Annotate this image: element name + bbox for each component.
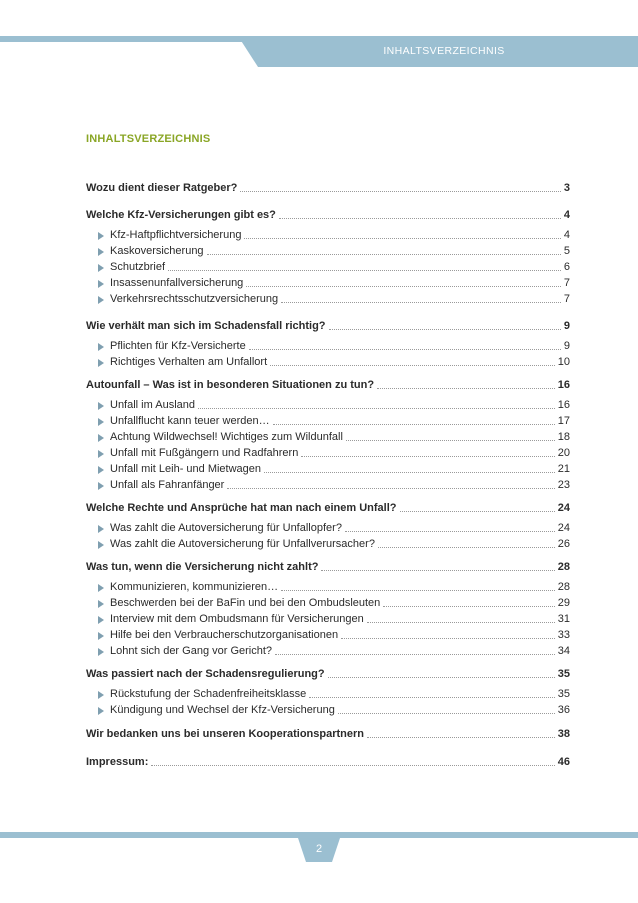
dot-leader: [244, 238, 560, 239]
toc-section-page: 24: [557, 502, 570, 514]
toc-section[interactable]: [86, 376, 570, 392]
toc-section[interactable]: [86, 317, 570, 333]
dot-leader: [345, 531, 555, 532]
dot-leader: [246, 286, 561, 287]
toc-item-page: 4: [563, 229, 570, 241]
toc-item[interactable]: [86, 701, 570, 717]
dot-leader: [281, 590, 555, 591]
triangle-bullet-icon: [98, 600, 104, 608]
toc-item-title: Rückstufung der Schadenfreiheitsklasse: [110, 688, 307, 700]
triangle-bullet-icon: [98, 402, 104, 410]
toc-section-page: 38: [557, 728, 570, 740]
toc-item-page: 23: [557, 479, 570, 491]
toc-item-page: 34: [557, 645, 570, 657]
toc-item-title: Interview mit dem Ombudsmann für Versicherungen: [110, 613, 364, 625]
toc-item-title: Kfz-Haftpflichtversicherung: [110, 229, 242, 241]
dot-leader: [270, 365, 555, 366]
toc-item-page: 36: [557, 704, 570, 716]
toc-section[interactable]: [86, 725, 570, 741]
dot-leader: [279, 218, 561, 219]
toc-item[interactable]: [86, 519, 570, 535]
triangle-bullet-icon: [98, 434, 104, 442]
dot-leader: [281, 302, 561, 303]
dot-leader: [378, 547, 555, 548]
toc-item-title: Beschwerden bei der BaFin und bei den Ombudsleuten: [110, 597, 381, 609]
toc-item-title: Kaskoversicherung: [110, 245, 204, 257]
triangle-bullet-icon: [98, 359, 104, 367]
toc-heading: INHALTSVERZEICHNIS: [86, 133, 211, 145]
dot-leader: [168, 270, 561, 271]
page-number: 2: [315, 843, 323, 855]
toc-section-title: Autounfall – Was ist in besonderen Situationen zu tun?: [86, 379, 375, 391]
toc-section[interactable]: [86, 665, 570, 681]
dot-leader: [207, 254, 561, 255]
toc-item-page: 24: [557, 522, 570, 534]
toc-section-title: Impressum:: [86, 756, 149, 768]
toc-item[interactable]: [86, 626, 570, 642]
toc-item-page: 9: [563, 340, 570, 352]
toc-item-page: 21: [557, 463, 570, 475]
toc-item[interactable]: [86, 258, 570, 274]
triangle-bullet-icon: [98, 343, 104, 351]
toc-item[interactable]: [86, 396, 570, 412]
triangle-bullet-icon: [98, 296, 104, 304]
toc-item-page: 26: [557, 538, 570, 550]
dot-leader: [400, 511, 555, 512]
toc-section-title: Wie verhält man sich im Schadensfall richtig?: [86, 320, 326, 332]
toc-item[interactable]: [86, 337, 570, 353]
dot-leader: [367, 622, 555, 623]
dot-leader: [273, 424, 555, 425]
dot-leader: [301, 456, 554, 457]
dot-leader: [309, 697, 554, 698]
toc-item[interactable]: [86, 460, 570, 476]
toc-section-title: Welche Rechte und Ansprüche hat man nach einem Unfall?: [86, 502, 397, 514]
toc-item-page: 10: [557, 356, 570, 368]
toc-item-page: 31: [557, 613, 570, 625]
triangle-bullet-icon: [98, 648, 104, 656]
toc-section-page: 35: [557, 668, 570, 680]
toc-item[interactable]: [86, 274, 570, 290]
toc-item-title: Pflichten für Kfz-Versicherte: [110, 340, 246, 352]
toc-section-page: 16: [557, 379, 570, 391]
toc-item-page: 35: [557, 688, 570, 700]
toc-section-title: Was tun, wenn die Versicherung nicht zahlt?: [86, 561, 319, 573]
toc-section[interactable]: [86, 753, 570, 769]
triangle-bullet-icon: [98, 264, 104, 272]
toc-item[interactable]: [86, 610, 570, 626]
dot-leader: [227, 488, 554, 489]
toc-item[interactable]: [86, 594, 570, 610]
toc-section-title: Wozu dient dieser Ratgeber?: [86, 182, 238, 194]
triangle-bullet-icon: [98, 707, 104, 715]
triangle-bullet-icon: [98, 691, 104, 699]
toc-item[interactable]: [86, 642, 570, 658]
toc-item-title: Achtung Wildwechsel! Wichtiges zum Wildunfall: [110, 431, 343, 443]
toc-section-page: 46: [557, 756, 570, 768]
toc-item[interactable]: [86, 535, 570, 551]
triangle-bullet-icon: [98, 248, 104, 256]
toc-section-title: Welche Kfz-Versicherungen gibt es?: [86, 209, 276, 221]
toc-item-page: 28: [557, 581, 570, 593]
dot-leader: [341, 638, 555, 639]
toc-item-title: Kündigung und Wechsel der Kfz-Versicherung: [110, 704, 335, 716]
toc-section-page: 4: [563, 209, 570, 221]
toc-section-page: 9: [563, 320, 570, 332]
dot-leader: [249, 349, 561, 350]
dot-leader: [240, 191, 561, 192]
toc-item-page: 18: [557, 431, 570, 443]
dot-leader: [198, 408, 555, 409]
toc-item-page: 5: [563, 245, 570, 257]
toc-item-title: Unfall mit Fußgängern und Radfahrern: [110, 447, 299, 459]
toc-item[interactable]: [86, 353, 570, 369]
toc-item[interactable]: [86, 428, 570, 444]
toc-item-page: 17: [557, 415, 570, 427]
dot-leader: [346, 440, 555, 441]
toc-item[interactable]: [86, 444, 570, 460]
toc-item-title: Unfall im Ausland: [110, 399, 195, 411]
dot-leader: [275, 654, 555, 655]
triangle-bullet-icon: [98, 541, 104, 549]
triangle-bullet-icon: [98, 280, 104, 288]
toc-item-title: Was zahlt die Autoversicherung für Unfallverursacher?: [110, 538, 375, 550]
dot-leader: [264, 472, 555, 473]
dot-leader: [377, 388, 555, 389]
toc-item-page: 6: [563, 261, 570, 273]
toc-item[interactable]: [86, 685, 570, 701]
triangle-bullet-icon: [98, 466, 104, 474]
toc-item-title: Unfall mit Leih- und Mietwagen: [110, 463, 262, 475]
toc-section[interactable]: [86, 558, 570, 574]
toc-item-title: Was zahlt die Autoversicherung für Unfallopfer?: [110, 522, 342, 534]
header-label: INHALTSVERZEICHNIS: [383, 45, 505, 57]
dot-leader: [329, 329, 561, 330]
toc-item-title: Unfallflucht kann teuer werden…: [110, 415, 270, 427]
toc-section[interactable]: [86, 206, 570, 222]
toc-item[interactable]: [86, 578, 570, 594]
triangle-bullet-icon: [98, 525, 104, 533]
toc-item[interactable]: [86, 242, 570, 258]
toc-section-page: 28: [557, 561, 570, 573]
toc-item[interactable]: [86, 412, 570, 428]
triangle-bullet-icon: [98, 450, 104, 458]
toc-item-title: Insassenunfallversicherung: [110, 277, 244, 289]
toc-item-title: Richtiges Verhalten am Unfallort: [110, 356, 268, 368]
toc-item-page: 33: [557, 629, 570, 641]
toc-item-title: Kommunizieren, kommunizieren…: [110, 581, 279, 593]
toc-section-title: Wir bedanken uns bei unseren Kooperationspartnern: [86, 728, 365, 740]
triangle-bullet-icon: [98, 616, 104, 624]
toc-item[interactable]: [86, 226, 570, 242]
dot-leader: [328, 677, 555, 678]
toc-section[interactable]: [86, 179, 570, 195]
toc-section-title: Was passiert nach der Schadensregulierung?: [86, 668, 325, 680]
toc-item[interactable]: [86, 476, 570, 492]
dot-leader: [338, 713, 555, 714]
toc-item-title: Hilfe bei den Verbraucherschutzorganisationen: [110, 629, 339, 641]
toc-item-title: Verkehrsrechtsschutzversicherung: [110, 293, 279, 305]
toc-section[interactable]: [86, 499, 570, 515]
dot-leader: [151, 765, 554, 766]
triangle-bullet-icon: [98, 584, 104, 592]
toc-item-page: 7: [563, 277, 570, 289]
triangle-bullet-icon: [98, 482, 104, 490]
toc-item-title: Lohnt sich der Gang vor Gericht?: [110, 645, 273, 657]
toc-item-title: Schutzbrief: [110, 261, 166, 273]
triangle-bullet-icon: [98, 232, 104, 240]
triangle-bullet-icon: [98, 418, 104, 426]
toc-item-page: 7: [563, 293, 570, 305]
toc-item-page: 20: [557, 447, 570, 459]
toc-item[interactable]: [86, 290, 570, 306]
toc-item-page: 29: [557, 597, 570, 609]
dot-leader: [321, 570, 554, 571]
triangle-bullet-icon: [98, 632, 104, 640]
dot-leader: [367, 737, 555, 738]
toc-section-page: 3: [563, 182, 570, 194]
toc-item-title: Unfall als Fahranfänger: [110, 479, 225, 491]
toc-item-page: 16: [557, 399, 570, 411]
dot-leader: [383, 606, 554, 607]
